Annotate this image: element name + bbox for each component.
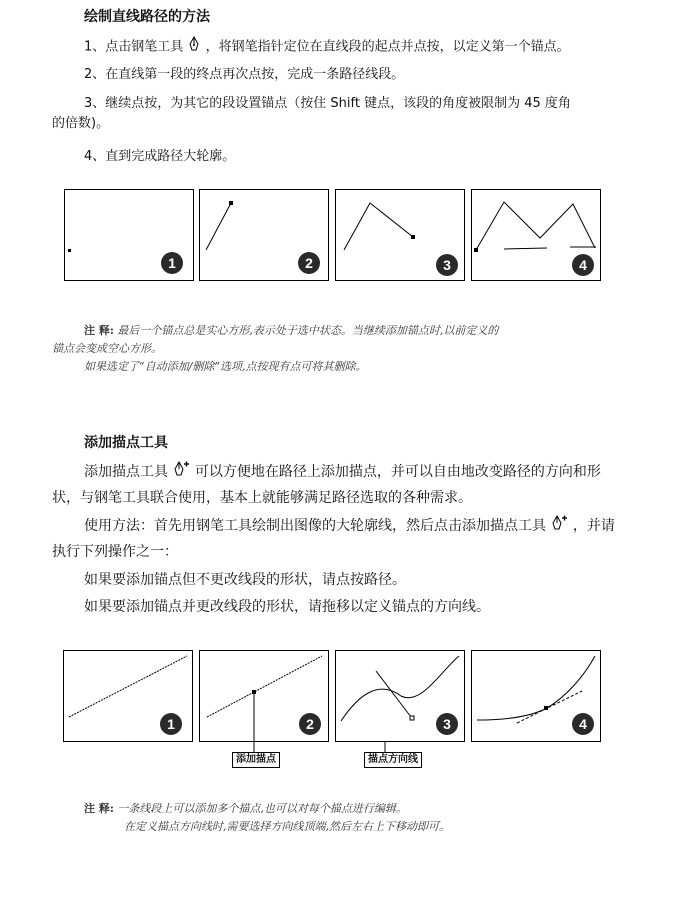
para1-text-c: 状，与钢笔工具联合使用，基本上就能够满足路径选取的各种需求。	[52, 490, 472, 506]
note-1-label: 注 释:	[84, 324, 114, 337]
section1-title: 绘制直线路径的方法	[84, 9, 210, 25]
step3-line1: 3、继续点按，为其它的段设置锚点（按住 Shift 键点，该段的角度被限制为 45 度角	[84, 96, 571, 111]
step3-line2: 的倍数)。	[52, 116, 110, 131]
step-badge-8: 4	[572, 713, 594, 735]
note-2	[84, 800, 644, 836]
para2-text-a: 使用方法：首先用钢笔工具绘制出图像的大轮廓线，然后点击添加描点工具	[84, 518, 546, 534]
step-badge-4: 4	[572, 254, 594, 276]
callout-add-anchor: 添加描点	[232, 752, 280, 768]
step-badge-2: 2	[298, 252, 320, 274]
section2-title: 添加描点工具	[84, 435, 168, 451]
step-badge-1: 1	[161, 252, 183, 274]
step2: 2、在直线第一段的终点再次点按，完成一条路径线段。	[84, 67, 405, 82]
step-badge-7: 3	[436, 713, 458, 735]
para2-text-c: 执行下列操作之一：	[52, 544, 178, 560]
note-2-line2: 在定义描点方向线时,需要选择方向线顶端,然后左右上下移动即可。	[124, 820, 450, 833]
step4: 4、直到完成路径大轮廓。	[84, 149, 236, 164]
step-badge-3: 3	[436, 254, 458, 276]
step-badge-6: 2	[299, 713, 321, 735]
note-1-line2: 锚点会变成空心方形。	[52, 342, 162, 355]
section2-para3: 如果要添加锚点但不更改线段的形状，请点按路径。	[84, 572, 406, 588]
step1-text-after: ，将钢笔指针定位在直线段的起点并点按，以定义第一个锚点。	[205, 39, 570, 55]
step1-text-before: 1、点击钢笔工具	[84, 39, 184, 55]
callout-direction-line: 描点方向线	[364, 752, 422, 768]
para1-text-a: 添加描点工具	[84, 464, 168, 480]
note-1-line1: 最后一个锚点总是实心方形,表示处于选中状态。当继续添加锚点时,以前定义的	[117, 324, 499, 337]
note-2-label: 注 释:	[84, 802, 114, 815]
para2-text-b: ，并请	[572, 518, 615, 534]
note-2-line1: 一条线段上可以添加多个描点,也可以对每个描点进行编辑。	[117, 802, 407, 815]
note-1-line3: 如果选定了“自动添加/删除”选项,点按现有点可将其删除。	[84, 360, 367, 373]
step-badge-5: 1	[160, 713, 182, 735]
section2-para4: 如果要添加锚点并更改线段的形状，请拖移以定义锚点的方向线。	[84, 599, 490, 615]
para1-text-b: 可以方便地在路径上添加描点，并可以自由地改变路径的方向和形	[194, 464, 601, 480]
